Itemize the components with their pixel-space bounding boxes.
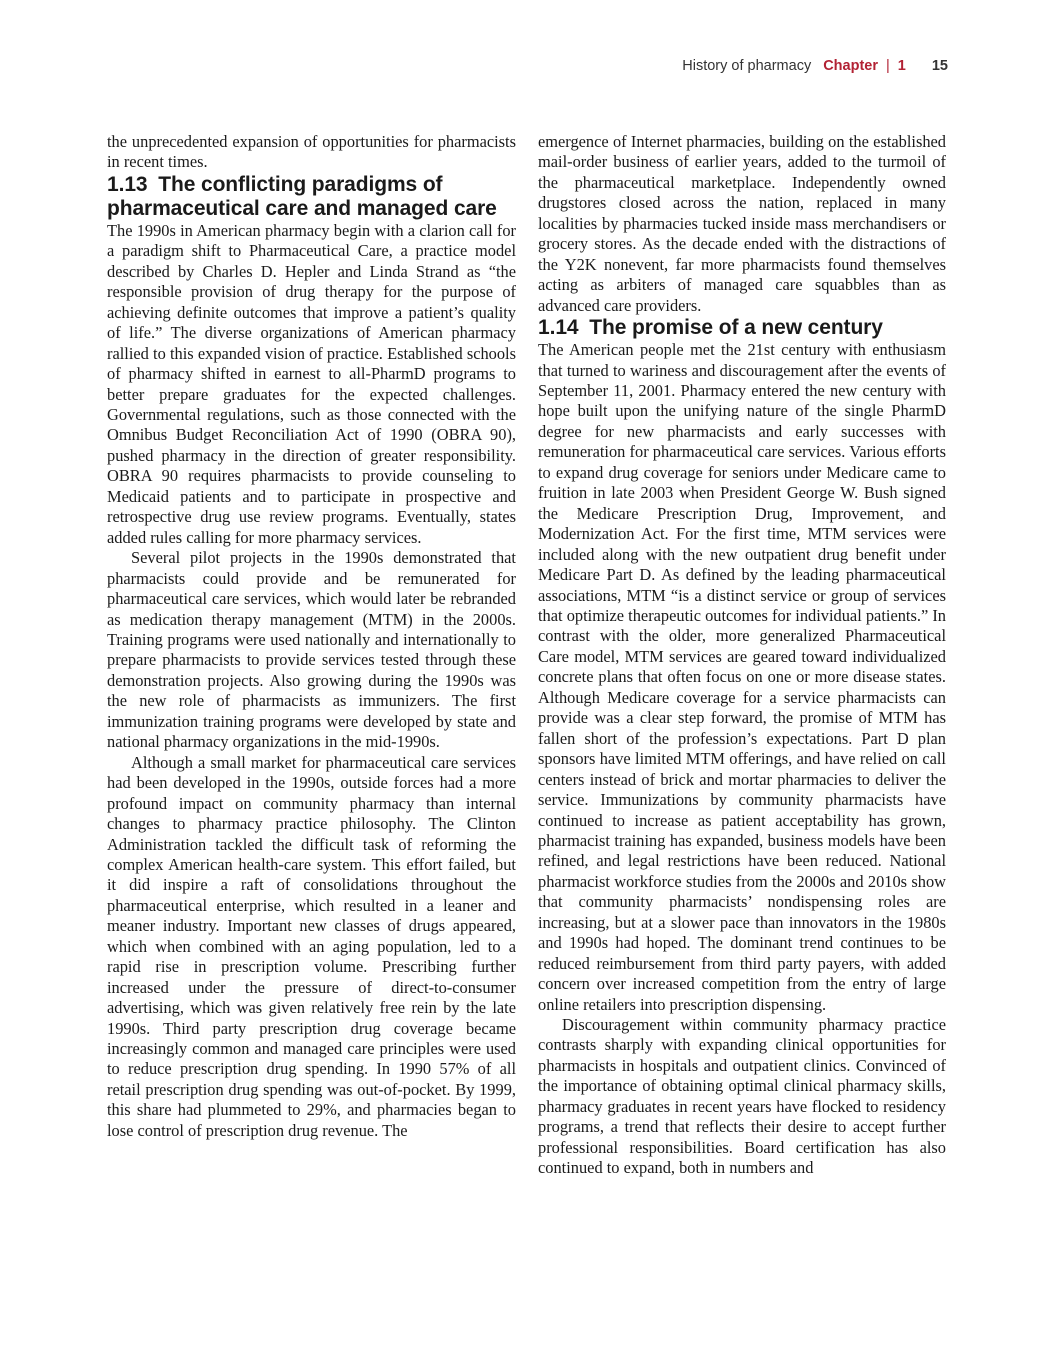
continued-paragraph: the unprecedented expansion of opportunities for pharmacists in recent times. [107,132,516,172]
section-title: The promise of a new century [589,316,883,340]
chapter-label: Chapter [823,58,878,74]
running-header-title: History of pharmacy [682,58,812,74]
body-paragraph: The American people met the 21st century with enthusiasm that turned to wariness and discouragement after the events of September 11, 2001. Pharmacy entered the new century with hope built upon the unifying nature of the single PharmD degree for new pharmacists and early successes with remuneration for pharmaceutical care services. Various efforts to expand drug coverage for seniors under Medicare came to fruition in late 2003 when President George W. Bush signed the Medicare Prescription Drug, Improvement, and Modernization Act. For the first time, MTM services were included along with the new outpatient drug benefit under Medicare Part D. As defined by the leading pharmaceutical associations, MTM “is a distinct service or group of services that optimize therapeutic outcomes for individual patients.” In contrast with the older, more generalized Pharmaceutical Care model, MTM services are geared toward individualized concrete plans that often focus on one or more disease states. Although Medicare coverage for a service pharmacists can provide was a clear step forward, the promise of MTM has fallen short of the profession’s expectations. Part D plan sponsors have limited MTM offerings, and have relied on call centers instead of brick and mortar pharmacies to deliver the service. Immunizations by community pharmacists have continued to increase as patient acceptability has grown, pharmacist training has expanded, business models have been refined, and legal restrictions have been reduced. National pharmacist workforce studies from the 2000s and 2010s show that community pharmacists’ nondispensing roles are increasing, but at a slower pace than innovators in the 1980s and 1990s had hoped. The dominant trend continues to be reduced reimbursement from third party payers, with added concern over increased competition from the entry of large online retailers into prescription dispensing. [538,340,946,1014]
body-paragraph: Several pilot projects in the 1990s demonstrated that pharmacists could provide and be remunerated for pharmaceutical care services, which would later be rebranded as medication therapy management (MTM) in the 2000s. Training programs were used nationally and internationally to prepare pharmacists to provide services tested through these demonstration projects. Also growing during the 1990s was the new role of pharmacists as immunizers. The first immunization training programs were developed by state and national pharmacy organizations in the mid-1990s. [107,548,516,752]
right-column [538,132,946,1179]
body-paragraph: Discouragement within community pharmacy practice contrasts sharply with expanding clinical opportunities for pharmacists in hospitals and outpatient clinics. Convinced of the importance of obtaining optimal clinical pharmacy skills, pharmacy graduates in recent years have flocked to residency programs, a trend that reflects their desire to accept further professional responsibilities. Board certification has also continued to expand, both in numbers and [538,1015,946,1178]
section-title: The conflicting paradigms of pharmaceutical care and managed care [107,172,497,220]
section-number: 1.13 [107,172,148,196]
section-number: 1.14 [538,316,579,340]
continued-paragraph: emergence of Internet pharmacies, building on the established mail-order business of earlier years, added to the turmoil of the pharmaceutical marketplace. Independently owned drugstores closed across the nation, replaced in many localities by pharmacies tucked inside mass merchandisers or grocery stores. As the decade ended with the distractions of the Y2K nonevent, far more pharmacists found themselves acting as arbiters of managed care squabbles than as advanced care providers. [538,132,946,315]
section-heading-1-14 [538,316,946,340]
page-number: 15 [931,58,948,74]
header-separator: | [886,58,890,74]
body-paragraph: The 1990s in American pharmacy begin with a clarion call for a paradigm shift to Pharmaceutical Care, a practice model described by Charles D. Hepler and Linda Strand as “the responsible provision of drug therapy for the purpose of achieving definite outcomes that improve a patient’s quality of life.” The diverse organizations of American pharmacy rallied to this expanded vision of practice. Established schools of pharmacy shifted in earnest to all-PharmD programs to better prepare graduates for the expected challenges. Governmental regulations, such as those connected with the Omnibus Budget Reconciliation Act of 1990 (OBRA 90), pushed pharmacy in the direction of greater responsibility. OBRA 90 requires pharmacists to provide counseling to Medicaid patients and to participate in prospective and retrospective drug use review programs. Eventually, states added rules calling for more pharmacy services. [107,220,516,547]
section-heading-1-13 [107,173,516,221]
running-header [682,58,948,78]
body-paragraph: Although a small market for pharmaceutical care services had been developed in the 1990s, outside forces had a more profound impact on community pharmacy than internal changes to pharmacy practice philosophy. The Clinton Administration tackled the difficult task of reforming the complex American health-care system. This effort failed, but it did inspire a raft of consolidations throughout the pharmaceutical enterprise, which resulted in a leaner and meaner industry. Important new classes of drugs appeared, which when combined with an aging population, led to a rapid rise in prescription volume. Prescribing further increased under the pressure of direct-to-consumer advertising, which was given relatively free rein by the late 1990s. Third party prescription drug coverage became increasingly common and managed care principles were used to reduce prescription drug spending. In 1990 57% of all retail prescription drug spending was out-of-pocket. By 1999, this share had plummeted to 29%, and pharmacies began to lose control of prescription drug revenue. The [107,752,516,1140]
left-column [107,132,516,1141]
chapter-number: 1 [897,58,906,74]
